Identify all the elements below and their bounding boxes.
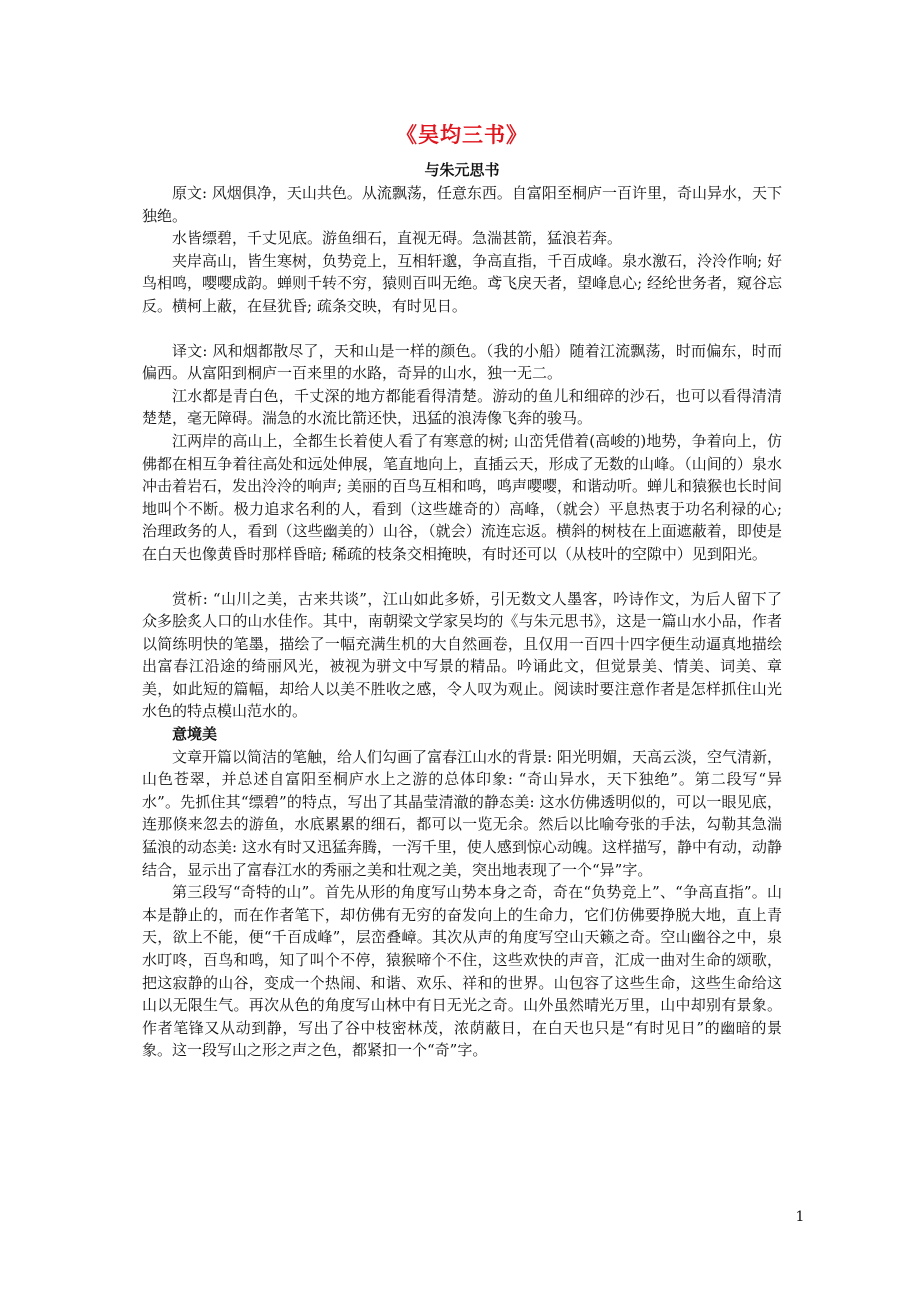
translation-paragraph: 江两岸的高山上，全都生长着使人看了有寒意的树; 山峦凭借着(高峻的)地势，争着向上，仿佛都在相互争着往高处和远处伸展，笔直地向上，直插云天，形成了无数的山峰。（山间的）泉水冲击着岩石，发出泠泠的响声; 美丽的百鸟互相和鸣，鸣声嘤嘤，和谐动听。蝉儿和猿猴也长时间地叫个不断。极力追求名利的人，看到（这些雄奇的）高峰，（就会）平息热衷于功名利禄的心; 治理政务的人，看到（这些幽美的）山谷，（就会）流连忘返。横斜的树枝在上面遮蔽着，即使是在白天也像黄昏时那样昏暗; 稀疏的枝条交相掩映，有时还可以（从枝叶的空隙中）见到阳光。 bbox=[142, 431, 782, 563]
analysis-paragraph: 文章开篇以简洁的笔触，给人们勾画了富春江山水的背景: 阳光明媚，天高云淡，空气清新，山色苍翠，并总述自富阳至桐庐水上之游的总体印象: “奇山异水，天下独绝”。第二段写“异水”。先抓住其“缥碧”的特点，写出了其晶莹清澈的静态美: 这水仿佛透明似的，可以一眼见底，连那倏来忽去的游鱼，水底累累的细石，都可以一览无余。然后以比喻夸张的手法，勾勒其急湍猛浪的动态美: 这水有时又迅猛奔腾，一泻千里，使人感到惊心动魄。这样描写，静中有动，动静结合，显示出了富春江水的秀丽之美和壮观之美，突出地表现了一个“异”字。 bbox=[142, 747, 782, 879]
document-subtitle: 与朱元思书 bbox=[424, 161, 500, 179]
paragraph-gap bbox=[142, 318, 782, 340]
translation-paragraph: 译文: 风和烟都散尽了，天和山是一样的颜色。（我的小船）随着江流飘荡，时而偏东，时而偏西。从富阳到桐庐一百来里的水路，奇异的山水，独一无二。 bbox=[142, 341, 782, 383]
appreciation-paragraph: 赏析: “山川之美，古来共谈”，江山如此多娇，引无数文人墨客，吟诗作文，为后人留下了众多脍炙人口的山水佳作。其中，南朝梁文学家吴均的《与朱元思书》，这是一篇山水小品，作者以简练明快的笔墨，描绘了一幅充满生机的大自然画卷，且仅用一百四十四字便生动逼真地描绘出富春江沿途的绮丽风光，被视为骈文中写景的精品。吟诵此文，但觉景美、情美、词美、章美，如此短的篇幅，却给人以美不胜收之感，令人叹为观止。阅读时要注意作者是怎样抓住山光水色的特点模山范水的。 bbox=[142, 589, 782, 721]
page-number: 1 bbox=[795, 1209, 805, 1225]
original-paragraph: 原文: 风烟俱净，天山共色。从流飘荡，任意东西。自富阳至桐庐一百许里，奇山异水，天下独绝。 bbox=[142, 184, 782, 225]
analysis-paragraph: 第三段写“奇特的山”。首先从形的角度写山势本身之奇，奇在“负势竞上”、“争高直指”。山本是静止的，而在作者笔下，却仿佛有无穷的奋发向上的生命力，它们仿佛要挣脱大地，直上青天，欲上不能，便“千百成峰”，层峦叠嶂。其次从声的角度写空山天籁之奇。空山幽谷之中，泉水叮咚，百鸟和鸣，知了叫个不停，猿猴啼个不住，这些欢快的声音，汇成一曲对生命的颂歌，把这寂静的山谷，变成一个热闹、和谐、欢乐、祥和的世界。山包容了这些生命，这些生命给这山以无限生气。再次从色的角度写山林中有日无光之奇。山外虽然晴光万里，山中却别有景象。作者笔锋又从动到静，写出了谷中枝密林茂，浓荫蔽日，在白天也只是“有时见日”的幽暗的景象。这一段写山之形之声之色，都紧扣一个“奇”字。 bbox=[142, 883, 782, 1060]
original-paragraph: 水皆缥碧，千丈见底。游鱼细石，直视无碍。急湍甚箭，猛浪若奔。 bbox=[172, 229, 623, 248]
section-heading: 意境美 bbox=[172, 725, 218, 744]
paragraph-gap bbox=[142, 566, 782, 588]
original-paragraph: 夹岸高山，皆生寒树，负势竞上，互相轩邈，争高直指，千百成峰。泉水激石，泠泠作响; 好鸟相鸣，嘤嘤成韵。蝉则千转不穷，猿则百叫无绝。鸢飞戾天者，望峰息心; 经纶世务者，窥谷忘反。横柯上蔽，在昼犹昏; 疏条交映，有时见日。 bbox=[142, 251, 782, 315]
document-body bbox=[142, 120, 782, 1062]
document-title: 《吴均三书》 bbox=[396, 122, 528, 147]
translation-paragraph: 江水都是青白色，千丈深的地方都能看得清楚。游动的鱼儿和细碎的沙石，也可以看得清清楚楚，毫无障碍。湍急的水流比箭还快，迅猛的浪涛像飞奔的骏马。 bbox=[142, 386, 782, 428]
